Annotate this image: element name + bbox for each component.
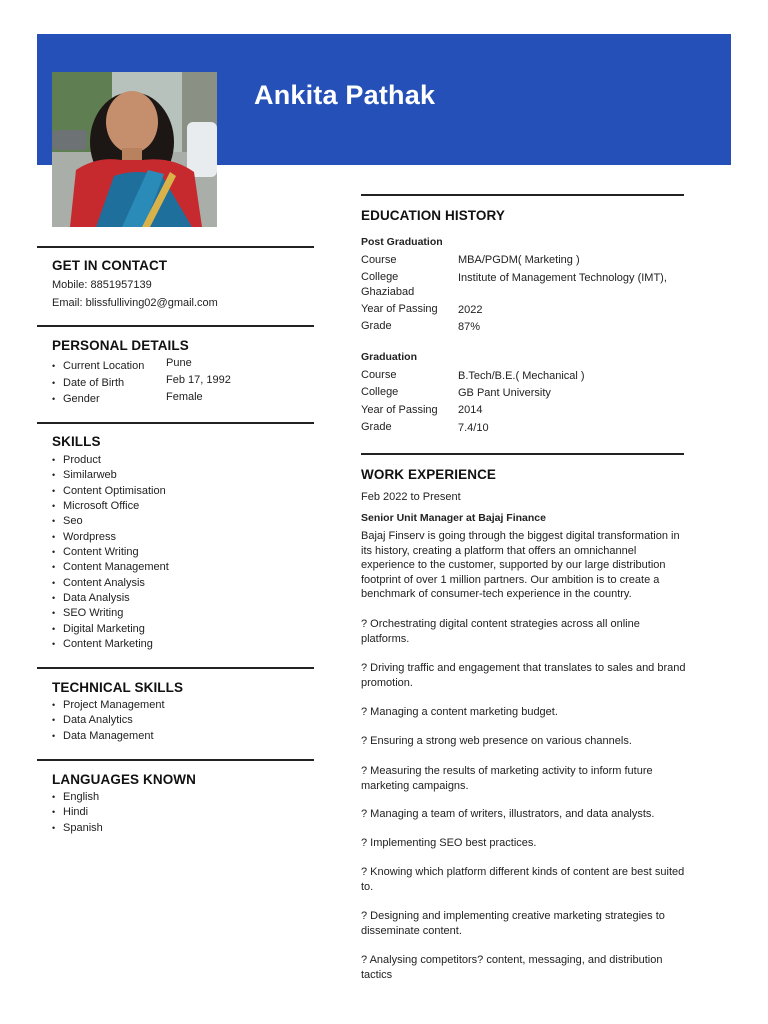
personal-label: Date of Birth — [63, 376, 125, 389]
skill-item: • Digital Marketing — [52, 622, 169, 637]
divider — [361, 453, 684, 455]
personal-row — [52, 375, 144, 392]
divider — [361, 194, 684, 196]
languages-list — [52, 790, 103, 836]
technical-item: • Data Analytics — [52, 713, 165, 728]
work-point: ? Designing and implementing creative marketing strategies to disseminate content. — [361, 910, 665, 937]
work-point: ? Ensuring a strong web presence on various channels. — [361, 735, 632, 747]
pg-college-value-cont: Ghaziabad — [361, 286, 415, 298]
personal-row — [52, 391, 144, 408]
contact-title: GET IN CONTACT — [52, 258, 168, 273]
divider — [37, 246, 314, 248]
education-title: EDUCATION HISTORY — [361, 208, 505, 223]
skill-item: • Content Management — [52, 560, 169, 575]
work-point: ? Managing a team of writers, illustrators, and data analysts. — [361, 808, 655, 820]
personal-title: PERSONAL DETAILS — [52, 338, 189, 353]
pg-grade-value: 87% — [458, 321, 481, 333]
pg-college-label: College — [361, 271, 399, 283]
skill-item: • Content Analysis — [52, 576, 169, 591]
work-point: ? Analysing competitors? content, messaging, and distribution tactics — [361, 954, 663, 981]
language-item: • Spanish — [52, 821, 103, 836]
pg-course-value: MBA/PGDM( Marketing ) — [458, 254, 580, 266]
skill-item: • Seo — [52, 514, 169, 529]
skill-item: • Microsoft Office — [52, 499, 169, 514]
pg-college-value: Institute of Management Technology (IMT), — [458, 272, 667, 284]
personal-value: Feb 17, 1992 — [166, 374, 231, 386]
pg-grade-label: Grade — [361, 320, 392, 332]
pg-heading: Post Graduation — [361, 236, 443, 248]
divider — [37, 325, 314, 327]
skill-item: • Content Marketing — [52, 637, 169, 652]
language-item: • Hindi — [52, 805, 103, 820]
work-point: ? Orchestrating digital content strategies across all online platforms. — [361, 618, 640, 645]
email-text: Email: blissfulliving02@gmail.com — [52, 297, 218, 309]
personal-value: Pune — [166, 357, 192, 369]
skill-item: • Content Optimisation — [52, 484, 169, 499]
technical-item: • Data Management — [52, 729, 165, 744]
languages-title: LANGUAGES KNOWN — [52, 772, 196, 787]
work-point: ? Implementing SEO best practices. — [361, 837, 537, 849]
skill-item: • Data Analysis — [52, 591, 169, 606]
work-point: ? Managing a content marketing budget. — [361, 706, 558, 718]
skill-item: • Wordpress — [52, 530, 169, 545]
grad-college-label: College — [361, 386, 399, 398]
divider — [37, 422, 314, 424]
grad-grade-value: 7.4/10 — [458, 422, 489, 434]
grad-course-label: Course — [361, 369, 397, 381]
work-period: Feb 2022 to Present — [361, 491, 461, 503]
skill-item: • SEO Writing — [52, 606, 169, 621]
technical-item: • Project Management — [52, 698, 165, 713]
technical-list — [52, 698, 165, 744]
work-summary: Bajaj Finserv is going through the biggest digital transformation in its history, creating a platform that offers an omnichannel experience to the customer, supported by our large distribution footprint of over 1 million partners. Our ambition is to create a benchmark of consumer-tech experience in the country. — [361, 530, 680, 601]
divider — [37, 667, 314, 669]
grad-year-label: Year of Passing — [361, 404, 438, 416]
divider — [37, 759, 314, 761]
personal-value: Female — [166, 391, 203, 403]
work-point: ? Driving traffic and engagement that translates to sales and brand promotion. — [361, 662, 686, 689]
profile-photo — [52, 72, 217, 227]
pg-year-value: 2022 — [458, 304, 483, 316]
mobile-text: Mobile: 8851957139 — [52, 279, 152, 291]
skills-list — [52, 453, 169, 652]
work-role: Senior Unit Manager at Bajaj Finance — [361, 512, 546, 524]
grad-college-value: GB Pant University — [458, 387, 551, 399]
skill-item: • Content Writing — [52, 545, 169, 560]
personal-list — [52, 358, 144, 408]
grad-grade-label: Grade — [361, 421, 392, 433]
personal-label: Gender — [63, 393, 100, 406]
technical-title: TECHNICAL SKILLS — [52, 680, 184, 695]
work-title: WORK EXPERIENCE — [361, 467, 497, 482]
grad-heading: Graduation — [361, 351, 418, 363]
profile-photo-illustration — [52, 72, 217, 227]
grad-course-value: B.Tech/B.E.( Mechanical ) — [458, 370, 585, 382]
pg-year-label: Year of Passing — [361, 303, 438, 315]
work-point: ? Measuring the results of marketing activity to inform future marketing campaigns. — [361, 765, 653, 792]
skills-title: SKILLS — [52, 434, 101, 449]
work-point: ? Knowing which platform different kinds of content are best suited to. — [361, 866, 685, 893]
candidate-name: Ankita Pathak — [254, 80, 436, 110]
skill-item: • Product — [52, 453, 169, 468]
pg-course-label: Course — [361, 254, 397, 266]
personal-label: Current Location — [63, 360, 145, 372]
grad-year-value: 2014 — [458, 404, 483, 416]
language-item: • English — [52, 790, 103, 805]
personal-row — [52, 358, 144, 375]
skill-item: • Similarweb — [52, 468, 169, 483]
